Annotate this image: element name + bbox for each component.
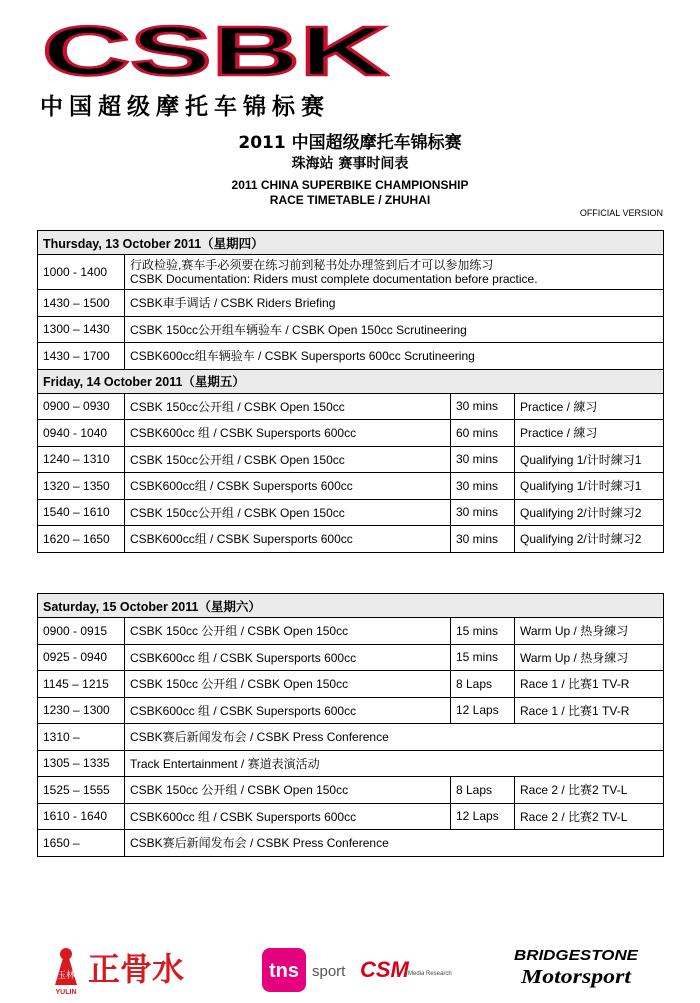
- yulin-brand-name: 正骨水: [88, 950, 185, 988]
- description-cell: CSBK600cc组车辆验车 / CSBK Supersports 600cc Scrutineering: [125, 343, 664, 370]
- table-row: [38, 343, 664, 370]
- time-cell: 0940 - 1040: [38, 420, 125, 447]
- duration-cell: 12 Laps: [451, 803, 515, 830]
- time-cell: 1620 – 1650: [38, 526, 125, 553]
- session-cell: Warm Up / 热身練习: [515, 618, 664, 645]
- duration-cell: 60 mins: [451, 420, 515, 447]
- event-cell: CSBK 150cc 公开组 / CSBK Open 150cc: [125, 777, 451, 804]
- schedule-table-thu-fri: [37, 230, 664, 553]
- session-cell: Qualifying 2/计时練习2: [515, 526, 664, 553]
- time-cell: 1230 – 1300: [38, 697, 125, 724]
- table-row: [38, 420, 664, 447]
- bridgestone-text: BRIDGESTONE: [514, 947, 640, 964]
- duration-cell: 30 mins: [451, 446, 515, 473]
- bridgestone-motorsport-logo: [514, 947, 639, 988]
- time-cell: 1540 – 1610: [38, 499, 125, 526]
- en-title: 2011 CHINA SUPERBIKE CHAMPIONSHIP: [231, 178, 469, 192]
- event-cell: CSBK600cc组 / CSBK Supersports 600cc: [125, 526, 451, 553]
- table-row: [38, 803, 664, 830]
- session-cell: Qualifying 1/计时練习1: [515, 446, 664, 473]
- csbk-logo-text: CSBK: [42, 22, 388, 80]
- day-title: Friday, 14 October 2011（星期五）: [38, 369, 664, 393]
- logo-subtitle: 中国超级摩托车锦标赛: [40, 94, 330, 120]
- duration-cell: 30 mins: [451, 393, 515, 420]
- csm-logo: [360, 957, 452, 982]
- table-row: [38, 316, 664, 343]
- time-cell: 1305 – 1335: [38, 750, 125, 777]
- table-row: [38, 750, 664, 777]
- time-cell: 1430 – 1700: [38, 343, 125, 370]
- official-version-label: OFFICIAL VERSION: [579, 208, 663, 218]
- table-row: [38, 724, 664, 751]
- table-row: [38, 290, 664, 317]
- event-cell: CSBK 150cc 公开组 / CSBK Open 150cc: [125, 671, 451, 698]
- duration-cell: 30 mins: [451, 526, 515, 553]
- event-cell: CSBK 150cc 公开组 / CSBK Open 150cc: [125, 618, 451, 645]
- table-row: [38, 777, 664, 804]
- description-cn: 行政检验,赛车手必须要在练习前到秘书处办理签到后才可以参加练习: [130, 258, 494, 272]
- time-cell: 1240 – 1310: [38, 446, 125, 473]
- sponsor-logos: [0, 930, 700, 1000]
- description-cell: CSBK車手调话 / CSBK Riders Briefing: [125, 290, 664, 317]
- session-cell: Qualifying 1/计时練习1: [515, 473, 664, 500]
- description-cell: CSBK赛后新闻发布会 / CSBK Press Conference: [125, 724, 664, 751]
- time-cell: 1610 - 1640: [38, 803, 125, 830]
- duration-cell: 15 mins: [451, 618, 515, 645]
- duration-cell: 15 mins: [451, 644, 515, 671]
- duration-cell: 8 Laps: [451, 777, 515, 804]
- event-cell: CSBK 150cc公开组 / CSBK Open 150cc: [125, 393, 451, 420]
- time-cell: 0900 – 0930: [38, 393, 125, 420]
- event-cell: CSBK600cc 组 / CSBK Supersports 600cc: [125, 697, 451, 724]
- yulin-badge-text: 玉林: [56, 971, 76, 981]
- duration-cell: 12 Laps: [451, 697, 515, 724]
- table-row: [38, 526, 664, 553]
- time-cell: 0900 - 0915: [38, 618, 125, 645]
- session-cell: Race 1 / 比赛1 TV-R: [515, 671, 664, 698]
- event-cell: CSBK 150cc公开组 / CSBK Open 150cc: [125, 446, 451, 473]
- description-cell: Track Entertainment / 赛道表演活动: [125, 750, 664, 777]
- day-title: Saturday, 15 October 2011（星期六）: [38, 594, 664, 618]
- duration-cell: 8 Laps: [451, 671, 515, 698]
- duration-cell: 30 mins: [451, 499, 515, 526]
- tns-text: tns: [269, 960, 299, 982]
- csbk-logo: [40, 22, 390, 80]
- time-cell: 1145 – 1215: [38, 671, 125, 698]
- table-row: [38, 671, 664, 698]
- time-cell: 1310 –: [38, 724, 125, 751]
- time-cell: 1320 – 1350: [38, 473, 125, 500]
- table-row: [38, 644, 664, 671]
- session-cell: Warm Up / 热身練习: [515, 644, 664, 671]
- time-cell: 0925 - 0940: [38, 644, 125, 671]
- session-cell: Qualifying 2/计时練习2: [515, 499, 664, 526]
- table-row: [38, 697, 664, 724]
- table-row: [38, 393, 664, 420]
- day-header-friday: [38, 369, 664, 393]
- table-row: [38, 446, 664, 473]
- day-header-saturday: [38, 594, 664, 618]
- event-cell: CSBK 150cc公开组 / CSBK Open 150cc: [125, 499, 451, 526]
- sport-text: sport: [312, 963, 346, 980]
- session-cell: Race 2 / 比赛2 TV-L: [515, 803, 664, 830]
- motorsport-text: Motorsport: [519, 966, 633, 988]
- time-cell: 1430 – 1500: [38, 290, 125, 317]
- session-cell: Race 2 / 比赛2 TV-L: [515, 777, 664, 804]
- session-cell: Practice / 練习: [515, 393, 664, 420]
- cn-title: 2011 中国超级摩托车锦标赛: [238, 133, 462, 153]
- session-cell: Practice / 練习: [515, 420, 664, 447]
- time-cell: 1650 –: [38, 830, 125, 857]
- cn-subtitle: 珠海站 赛事时间表: [291, 156, 409, 172]
- description-cell: [125, 255, 664, 290]
- csm-subtitle: Media Research: [408, 971, 452, 977]
- time-cell: 1300 – 1430: [38, 316, 125, 343]
- day-header-thursday: [38, 231, 664, 255]
- description-en: CSBK Documentation: Riders must complete documentation before practice.: [130, 272, 538, 286]
- event-cell: CSBK600cc组 / CSBK Supersports 600cc: [125, 473, 451, 500]
- event-cell: CSBK600cc 组 / CSBK Supersports 600cc: [125, 420, 451, 447]
- table-row: [38, 830, 664, 857]
- table-row: [38, 473, 664, 500]
- time-cell: 1525 – 1555: [38, 777, 125, 804]
- description-cell: CSBK赛后新闻发布会 / CSBK Press Conference: [125, 830, 664, 857]
- table-row: [38, 499, 664, 526]
- schedule-table-saturday: [37, 593, 664, 857]
- csm-text: CSM: [360, 957, 409, 982]
- session-cell: Race 1 / 比赛1 TV-R: [515, 697, 664, 724]
- en-subtitle: RACE TIMETABLE / ZHUHAI: [269, 193, 431, 207]
- day-title: Thursday, 13 October 2011（星期四）: [38, 231, 664, 255]
- tns-sport-logo: [262, 948, 346, 992]
- duration-cell: 30 mins: [451, 473, 515, 500]
- description-cell: CSBK 150cc公开组车辆验车 / CSBK Open 150cc Scrutineering: [125, 316, 664, 343]
- table-row: [38, 618, 664, 645]
- time-cell: 1000 - 1400: [38, 255, 125, 290]
- yulin-logo: [55, 948, 184, 996]
- event-cell: CSBK600cc 组 / CSBK Supersports 600cc: [125, 803, 451, 830]
- table-row: [38, 255, 664, 290]
- event-cell: CSBK600cc 组 / CSBK Supersports 600cc: [125, 644, 451, 671]
- yulin-badge-en: YULIN: [55, 989, 77, 996]
